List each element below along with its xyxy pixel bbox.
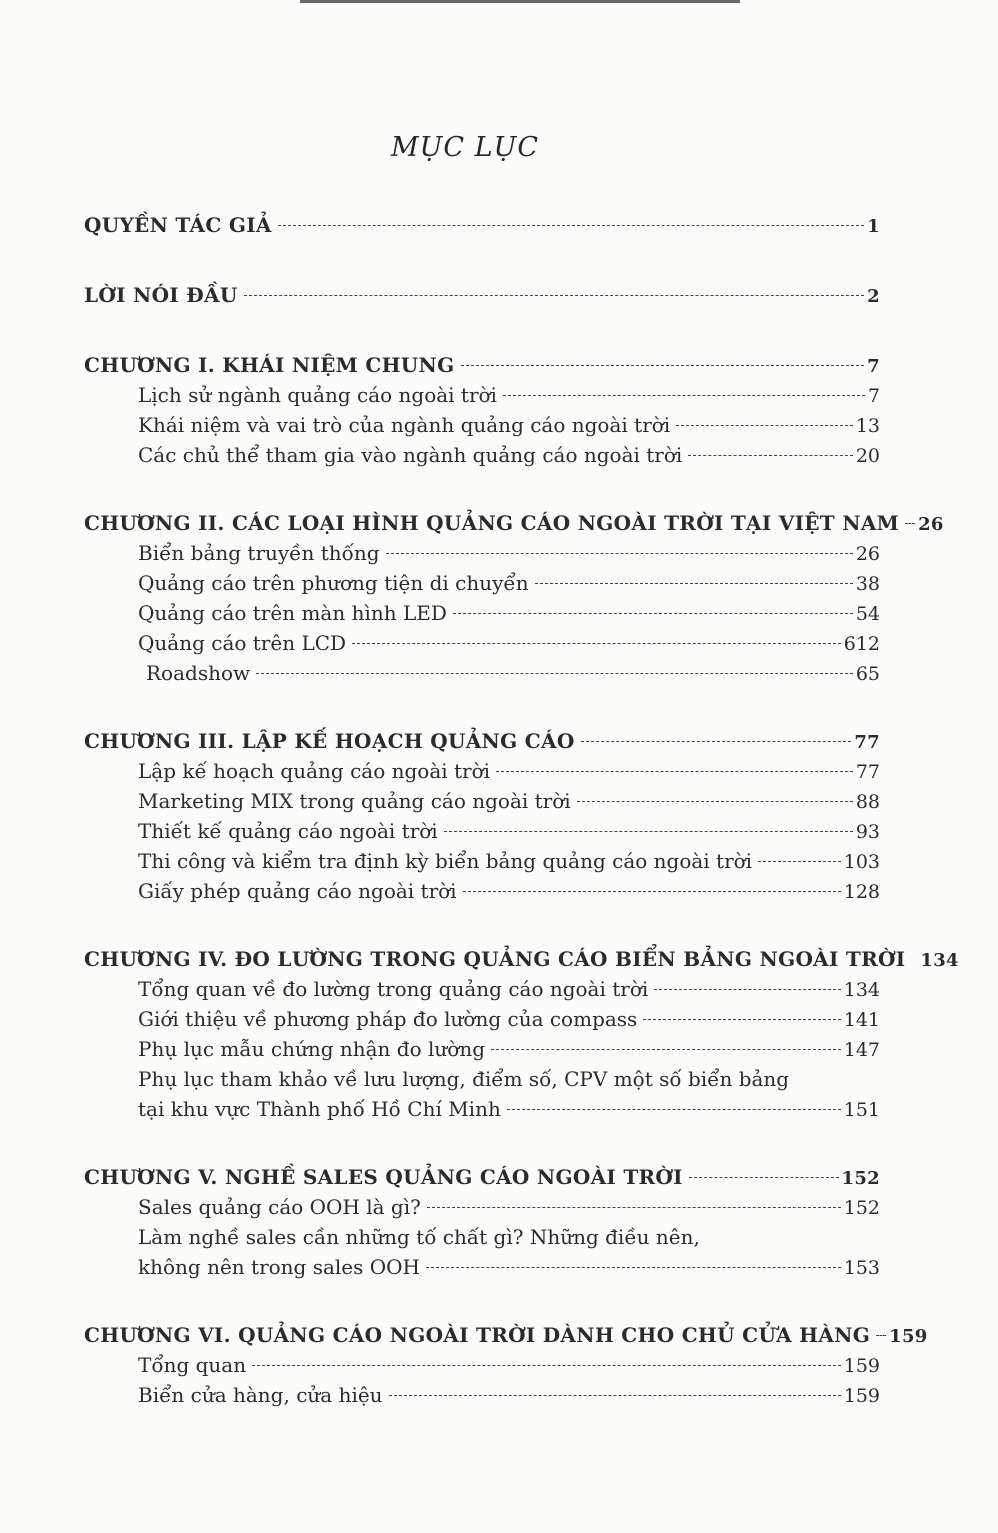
page-number: 38 bbox=[855, 573, 880, 595]
toc-section[interactable] bbox=[84, 1192, 880, 1222]
toc-entry-copyright[interactable] bbox=[84, 210, 880, 240]
dot-leader bbox=[463, 891, 841, 892]
section-title: Lịch sử ngành quảng cáo ngoài trời bbox=[138, 383, 497, 407]
dot-leader bbox=[496, 771, 853, 772]
page-number: 20 bbox=[855, 445, 880, 467]
toc-section[interactable] bbox=[84, 598, 880, 628]
chapter-title: CHƯƠNG V. NGHỀ SALES QUẢNG CÁO NGOÀI TRỜI bbox=[84, 1165, 683, 1189]
section-title: Lập kế hoạch quảng cáo ngoài trời bbox=[138, 759, 491, 783]
page-number: 152 bbox=[841, 1168, 880, 1189]
section-title: Phụ lục tham khảo về lưu lượng, điểm số, CPV một số biển bảng bbox=[138, 1067, 790, 1091]
page-number: 54 bbox=[855, 603, 880, 625]
chapter-title: CHƯƠNG III. LẬP KẾ HOẠCH QUẢNG CÁO bbox=[84, 729, 575, 753]
toc-section[interactable] bbox=[84, 876, 880, 906]
toc-section[interactable] bbox=[84, 1380, 880, 1410]
dot-leader bbox=[654, 989, 840, 990]
page-title: MỤC LỤC bbox=[391, 132, 539, 163]
section-title: không nên trong sales OOH bbox=[138, 1255, 420, 1279]
section-title: Marketing MIX trong quảng cáo ngoài trời bbox=[138, 789, 571, 813]
section-title: Sales quảng cáo OOH là gì? bbox=[138, 1195, 421, 1219]
chapter-title: CHƯƠNG IV. ĐO LƯỜNG TRONG QUẢNG CÁO BIỂN BẢNG NGOÀI TRỜI bbox=[84, 947, 906, 971]
section-title: Quảng cáo trên màn hình LED bbox=[138, 601, 447, 625]
page-number: 134 bbox=[843, 979, 880, 1001]
page-number: 159 bbox=[843, 1385, 880, 1407]
dot-leader bbox=[689, 1177, 839, 1178]
section-title: Tổng quan về đo lường trong quảng cáo ngoài trời bbox=[138, 977, 649, 1001]
section-title: Roadshow bbox=[146, 661, 251, 685]
section-title: Quảng cáo trên LCD bbox=[138, 631, 347, 655]
page-number: 13 bbox=[855, 415, 880, 437]
section-title: Giấy phép quảng cáo ngoài trời bbox=[138, 879, 457, 903]
chapter-title: CHƯƠNG VI. QUẢNG CÁO NGOÀI TRỜI DÀNH CHO CHỦ CỬA HÀNG bbox=[84, 1323, 871, 1347]
dot-leader bbox=[244, 295, 865, 296]
dot-leader bbox=[876, 1335, 886, 1336]
toc-section[interactable] bbox=[84, 1350, 880, 1380]
page-number: 2 bbox=[867, 286, 880, 307]
section-title: Quảng cáo trên phương tiện di chuyển bbox=[138, 571, 529, 595]
dot-leader bbox=[453, 613, 853, 614]
toc-chapter-2[interactable] bbox=[84, 508, 944, 538]
dot-leader bbox=[491, 1049, 841, 1050]
page-number: 77 bbox=[854, 732, 880, 753]
toc-section[interactable] bbox=[84, 538, 880, 568]
toc-section[interactable] bbox=[84, 816, 880, 846]
toc-section[interactable] bbox=[84, 440, 880, 470]
toc-section[interactable] bbox=[84, 974, 880, 1004]
toc-section[interactable] bbox=[84, 1034, 880, 1064]
dot-leader bbox=[352, 643, 841, 644]
page-number: 128 bbox=[843, 881, 880, 903]
toc-entry-preface[interactable] bbox=[84, 280, 880, 310]
toc-chapter-6[interactable] bbox=[84, 1320, 928, 1350]
chapter-title: CHƯƠNG I. KHÁI NIỆM CHUNG bbox=[84, 353, 455, 377]
section-title: Giới thiệu về phương pháp đo lường của compass bbox=[138, 1007, 638, 1031]
page-number: 151 bbox=[843, 1099, 880, 1121]
toc-chapter-5[interactable] bbox=[84, 1162, 880, 1192]
dot-leader bbox=[427, 1207, 841, 1208]
toc-section[interactable] bbox=[84, 1222, 880, 1252]
page-number: 159 bbox=[843, 1355, 880, 1377]
dot-leader bbox=[278, 225, 865, 226]
dot-leader bbox=[426, 1267, 841, 1268]
page-number: 103 bbox=[843, 851, 880, 873]
toc-chapter-1[interactable] bbox=[84, 350, 880, 380]
page-number: 159 bbox=[889, 1326, 928, 1347]
dot-leader bbox=[389, 1395, 841, 1396]
toc-section[interactable] bbox=[84, 846, 880, 876]
top-edge-rule bbox=[300, 0, 740, 3]
toc-section-continued[interactable] bbox=[84, 1252, 880, 1282]
page-number: 612 bbox=[843, 633, 880, 655]
toc-section[interactable] bbox=[84, 756, 880, 786]
table-of-contents bbox=[84, 210, 959, 1410]
page-number: 88 bbox=[855, 791, 880, 813]
toc-section[interactable] bbox=[84, 1004, 880, 1034]
toc-section[interactable] bbox=[84, 628, 880, 658]
section-title: Tổng quan bbox=[138, 1353, 247, 1377]
toc-section[interactable] bbox=[84, 1064, 880, 1094]
section-title: Phụ lục mẫu chứng nhận đo lường bbox=[138, 1037, 486, 1061]
section-title: Biển cửa hàng, cửa hiệu bbox=[138, 1383, 383, 1407]
toc-chapter-3[interactable] bbox=[84, 726, 880, 756]
page-number: 134 bbox=[920, 950, 959, 971]
dot-leader bbox=[503, 395, 865, 396]
dot-leader bbox=[676, 425, 853, 426]
toc-section[interactable] bbox=[84, 568, 880, 598]
dot-leader bbox=[758, 861, 841, 862]
dot-leader bbox=[688, 455, 853, 456]
page-number: 7 bbox=[867, 356, 880, 377]
page-number: 141 bbox=[843, 1009, 880, 1031]
dot-leader bbox=[256, 673, 853, 674]
section-title: Biển bảng truyền thống bbox=[138, 541, 380, 565]
toc-chapter-4[interactable] bbox=[84, 944, 959, 974]
page-number: 26 bbox=[918, 514, 944, 535]
toc-section[interactable] bbox=[84, 380, 880, 410]
dot-leader bbox=[581, 741, 852, 742]
entry-title: QUYỀN TÁC GIẢ bbox=[84, 213, 272, 237]
page-number: 1 bbox=[867, 216, 880, 237]
section-title: tại khu vực Thành phố Hồ Chí Minh bbox=[138, 1097, 501, 1121]
dot-leader bbox=[386, 553, 853, 554]
section-title: Thiết kế quảng cáo ngoài trời bbox=[138, 819, 438, 843]
dot-leader bbox=[444, 831, 853, 832]
toc-section[interactable] bbox=[84, 786, 880, 816]
dot-leader bbox=[643, 1019, 840, 1020]
entry-title: LỜI NÓI ĐẦU bbox=[84, 283, 238, 307]
section-title: Làm nghề sales cần những tố chất gì? Những điều nên, bbox=[138, 1225, 700, 1249]
page-number: 153 bbox=[843, 1257, 880, 1279]
dot-leader bbox=[461, 365, 865, 366]
page-number: 65 bbox=[855, 663, 880, 685]
toc-section[interactable] bbox=[84, 658, 880, 688]
chapter-title: CHƯƠNG II. CÁC LOẠI HÌNH QUẢNG CÁO NGOÀI TRỜI TẠI VIỆT NAM bbox=[84, 511, 900, 535]
page-number: 7 bbox=[867, 385, 880, 407]
section-title: Khái niệm và vai trò của ngành quảng cáo ngoài trời bbox=[138, 413, 671, 437]
section-title: Thi công và kiểm tra định kỳ biển bảng quảng cáo ngoài trời bbox=[138, 849, 753, 873]
section-title: Các chủ thể tham gia vào ngành quảng cáo ngoài trời bbox=[138, 443, 683, 467]
page-number: 26 bbox=[855, 543, 880, 565]
page-number: 93 bbox=[855, 821, 880, 843]
toc-section-continued[interactable] bbox=[84, 1094, 880, 1124]
page-number: 77 bbox=[855, 761, 880, 783]
dot-leader bbox=[535, 583, 853, 584]
dot-leader bbox=[507, 1109, 841, 1110]
dot-leader bbox=[252, 1365, 841, 1366]
dot-leader bbox=[577, 801, 853, 802]
page-number: 152 bbox=[843, 1197, 880, 1219]
toc-section[interactable] bbox=[84, 410, 880, 440]
dot-leader bbox=[905, 523, 915, 524]
page-number: 147 bbox=[843, 1039, 880, 1061]
